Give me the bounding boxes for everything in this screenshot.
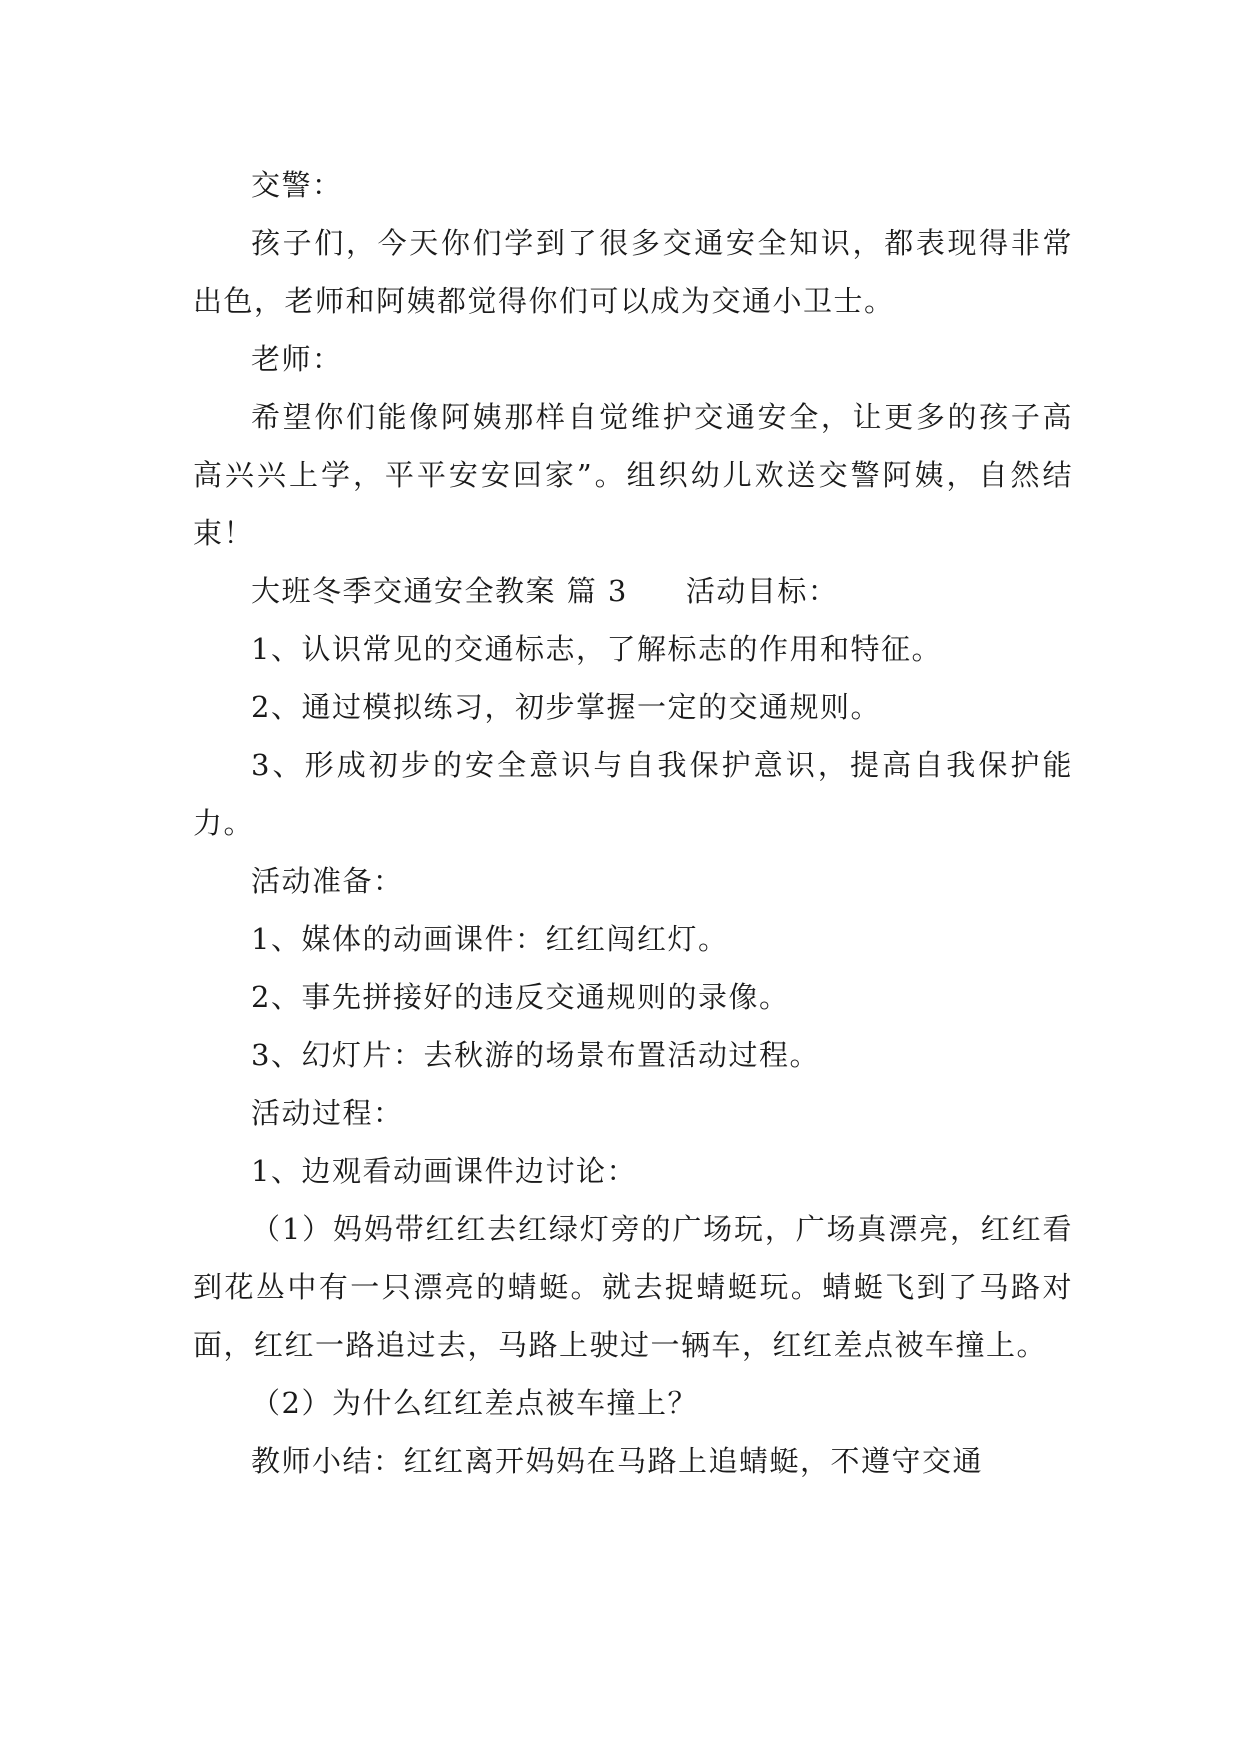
prep-item: 2、事先拼接好的违反交通规则的录像。: [251, 980, 790, 1014]
body-paragraph: 孩子们，今天你们学到了很多交通安全知识，都表现得非常出色，老师和阿姨都觉得你们可以成为交通小卫士。: [193, 226, 1073, 318]
section-title: 大班冬季交通安全教案 篇 3: [251, 574, 628, 608]
section-heading-line: [193, 562, 1073, 620]
prep-item: 1、媒体的动画课件：红红闯红灯。: [251, 922, 729, 956]
process-item: （1）妈妈带红红去红绿灯旁的广场玩，广场真漂亮，红红看到花丛中有一只漂亮的蜻蜓。就去捉蜻蜓玩。蜻蜓飞到了马路对面，红红一路追过去，马路上驶过一辆车，红红差点被车撞上。: [193, 1212, 1073, 1362]
speaker-label-teacher: 老师：: [251, 342, 343, 376]
process-item: 教师小结：红红离开妈妈在马路上追蜻蜓，不遵守交通: [251, 1444, 984, 1478]
process-item: 1、边观看动画课件边讨论：: [251, 1154, 637, 1188]
prep-item: 3、幻灯片：去秋游的场景布置活动过程。: [251, 1038, 820, 1072]
prep-heading: 活动准备：: [251, 864, 404, 898]
body-paragraph: 希望你们能像阿姨那样自觉维护交通安全，让更多的孩子高高兴兴上学，平平安安回家”。组织幼儿欢送交警阿姨，自然结束！: [193, 400, 1073, 550]
process-item: （2）为什么红红差点被车撞上？: [251, 1386, 698, 1420]
goal-item: 2、通过模拟练习，初步掌握一定的交通规则。: [251, 690, 881, 724]
goal-item: 1、认识常见的交通标志，了解标志的作用和特征。: [251, 632, 942, 666]
process-heading: 活动过程：: [251, 1096, 404, 1130]
speaker-label-traffic-police: 交警：: [251, 168, 343, 202]
document-body: [193, 156, 1073, 1490]
section-subtitle: 活动目标：: [685, 574, 839, 608]
goal-item: 3、形成初步的安全意识与自我保护意识，提高自我保护能力。: [193, 748, 1073, 840]
